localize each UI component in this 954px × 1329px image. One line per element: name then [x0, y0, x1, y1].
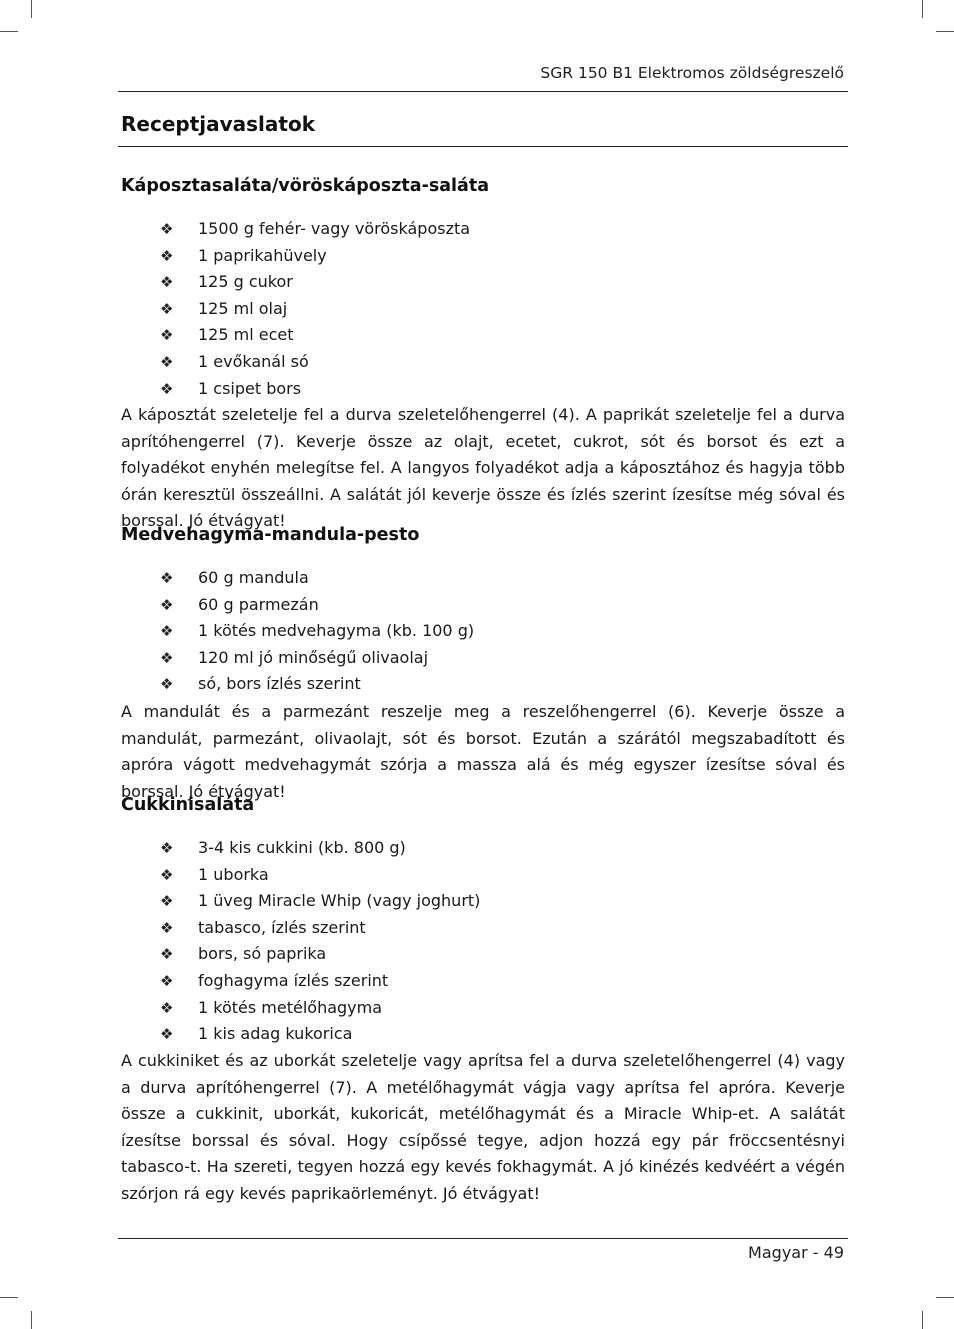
list-item: ❖ 125 ml olaj — [160, 296, 470, 323]
list-item: ❖ 125 g cukor — [160, 269, 470, 296]
ingredient-list-pesto — [160, 565, 474, 698]
bullet-icon: ❖ — [160, 945, 174, 964]
list-item: ❖ 1 csipet bors — [160, 376, 470, 403]
list-item: ❖ 1 üveg Miracle Whip (vagy joghurt) — [160, 888, 480, 915]
crop-mark — [922, 1311, 923, 1329]
bullet-icon: ❖ — [160, 892, 174, 911]
recipe-text-cabbage-salad: A káposztát szeletelje fel a durva szeletelőhengerrel (4). A paprikát szeletelje fel a durva aprítóhengerrel (7). Keverje össze az olajt, ecetet, cukrot, sót és borsot és ezt a folyadékot enyhén melegítse fel. A langyos folyadékot adja a káposztához és hagyja több órán keresztül összeállni. A salátát jól keverje össze és ízlés szerint ízesítse még sóval és borssal. Jó étvágyat! — [121, 405, 845, 531]
list-item: ❖ foghagyma ízlés szerint — [160, 968, 480, 995]
list-item: ❖ 1 paprikahüvely — [160, 243, 470, 270]
bullet-icon: ❖ — [160, 998, 174, 1017]
list-item: ❖ bors, só paprika — [160, 941, 480, 968]
title-rule — [118, 146, 848, 147]
page-number: 49 — [823, 1243, 844, 1262]
bullet-icon: ❖ — [160, 918, 174, 937]
list-item: ❖ 1 evőkanál só — [160, 349, 470, 376]
bullet-icon: ❖ — [160, 569, 174, 587]
list-item: ❖ tabasco, ízlés szerint — [160, 915, 480, 942]
section-title-pesto: Medvehagyma-mandula-pesto — [121, 525, 420, 545]
bullet-icon: ❖ — [160, 622, 174, 641]
list-item: ❖ 1 kis adag kukorica — [160, 1021, 480, 1048]
bullet-icon: ❖ — [160, 648, 174, 667]
header-rule — [118, 91, 848, 92]
footer-separator: - — [812, 1243, 819, 1262]
bullet-icon: ❖ — [160, 379, 174, 398]
ingredient-list-cabbage-salad — [160, 216, 470, 402]
bullet-icon: ❖ — [160, 220, 174, 238]
crop-mark — [0, 31, 18, 32]
bullet-icon: ❖ — [160, 675, 174, 694]
crop-mark — [936, 1297, 954, 1298]
bullet-icon: ❖ — [160, 595, 174, 614]
page-title: Receptjavaslatok — [121, 112, 316, 136]
recipe-text-zucchini-salad: A cukkiniket és az uborkát szeletelje vagy aprítsa fel a durva szeletelőhengerrel (4) vagy a durva aprítóhengerrel (7). A metélőhagymát vágja vagy aprítsa fel apróra. Keverje össze a cukkinit, uborkát, kukoricát, metélőhagymát és a Miracle Whip-et. A salátát ízesítse borssal és sóval. Hogy csípőssé tegye, adjon hozzá egy pár fröccsentésnyi tabasco-t. Ha szereti, tegyen hozzá egy kevés fokhagymát. A jó kinézés kedvéért a végén szórjon rá egy kevés paprikaörleményt. Jó étvágyat! — [121, 1051, 845, 1203]
bullet-icon: ❖ — [160, 299, 174, 318]
list-item: ❖ 1 uborka — [160, 862, 480, 889]
list-item: ❖ 125 ml ecet — [160, 322, 470, 349]
bullet-icon: ❖ — [160, 1025, 174, 1044]
page-footer — [748, 1243, 844, 1262]
bullet-icon: ❖ — [160, 352, 174, 371]
recipe-text-pesto: A mandulát és a parmezánt reszelje meg a reszelőhengerrel (6). Keverje össze a mandulát, parmezánt, olivaolajt, sót és borsot. Ezután a szárától megszabadított és apróra vágott medvehagymát szórja a massza alá és még egyszer ízesítse sóval és borssal. Jó étvágyat! — [121, 702, 845, 801]
list-item: ❖ 1 kötés medvehagyma (kb. 100 g) — [160, 618, 474, 645]
list-item: ❖ 120 ml jó minőségű olivaolaj — [160, 645, 474, 672]
crop-mark — [0, 1297, 18, 1298]
crop-mark — [31, 0, 32, 18]
ingredient-list-zucchini-salad — [160, 835, 480, 1048]
section-title-cabbage-salad: Káposztasaláta/vöröskáposzta-saláta — [121, 176, 490, 196]
bullet-icon: ❖ — [160, 273, 174, 292]
footer-rule — [118, 1238, 848, 1239]
list-item: ❖ 1 kötés metélőhagyma — [160, 995, 480, 1022]
footer-language: Magyar — [748, 1243, 808, 1262]
bullet-icon: ❖ — [160, 971, 174, 990]
header-product-title: SGR 150 B1 Elektromos zöldségreszelő — [540, 64, 844, 82]
crop-mark — [936, 31, 954, 32]
crop-mark — [31, 1311, 32, 1329]
bullet-icon: ❖ — [160, 326, 174, 345]
list-item: ❖ 60 g parmezán — [160, 592, 474, 619]
crop-mark — [922, 0, 923, 18]
bullet-icon: ❖ — [160, 865, 174, 884]
list-item: ❖ 60 g mandula — [160, 565, 474, 592]
list-item: ❖ 1500 g fehér- vagy vöröskáposzta — [160, 216, 470, 243]
bullet-icon: ❖ — [160, 839, 174, 857]
list-item: ❖ 3-4 kis cukkini (kb. 800 g) — [160, 835, 480, 862]
bullet-icon: ❖ — [160, 246, 174, 265]
section-title-zucchini-salad: Cukkinisaláta — [121, 795, 255, 815]
list-item: ❖ só, bors ízlés szerint — [160, 671, 474, 698]
